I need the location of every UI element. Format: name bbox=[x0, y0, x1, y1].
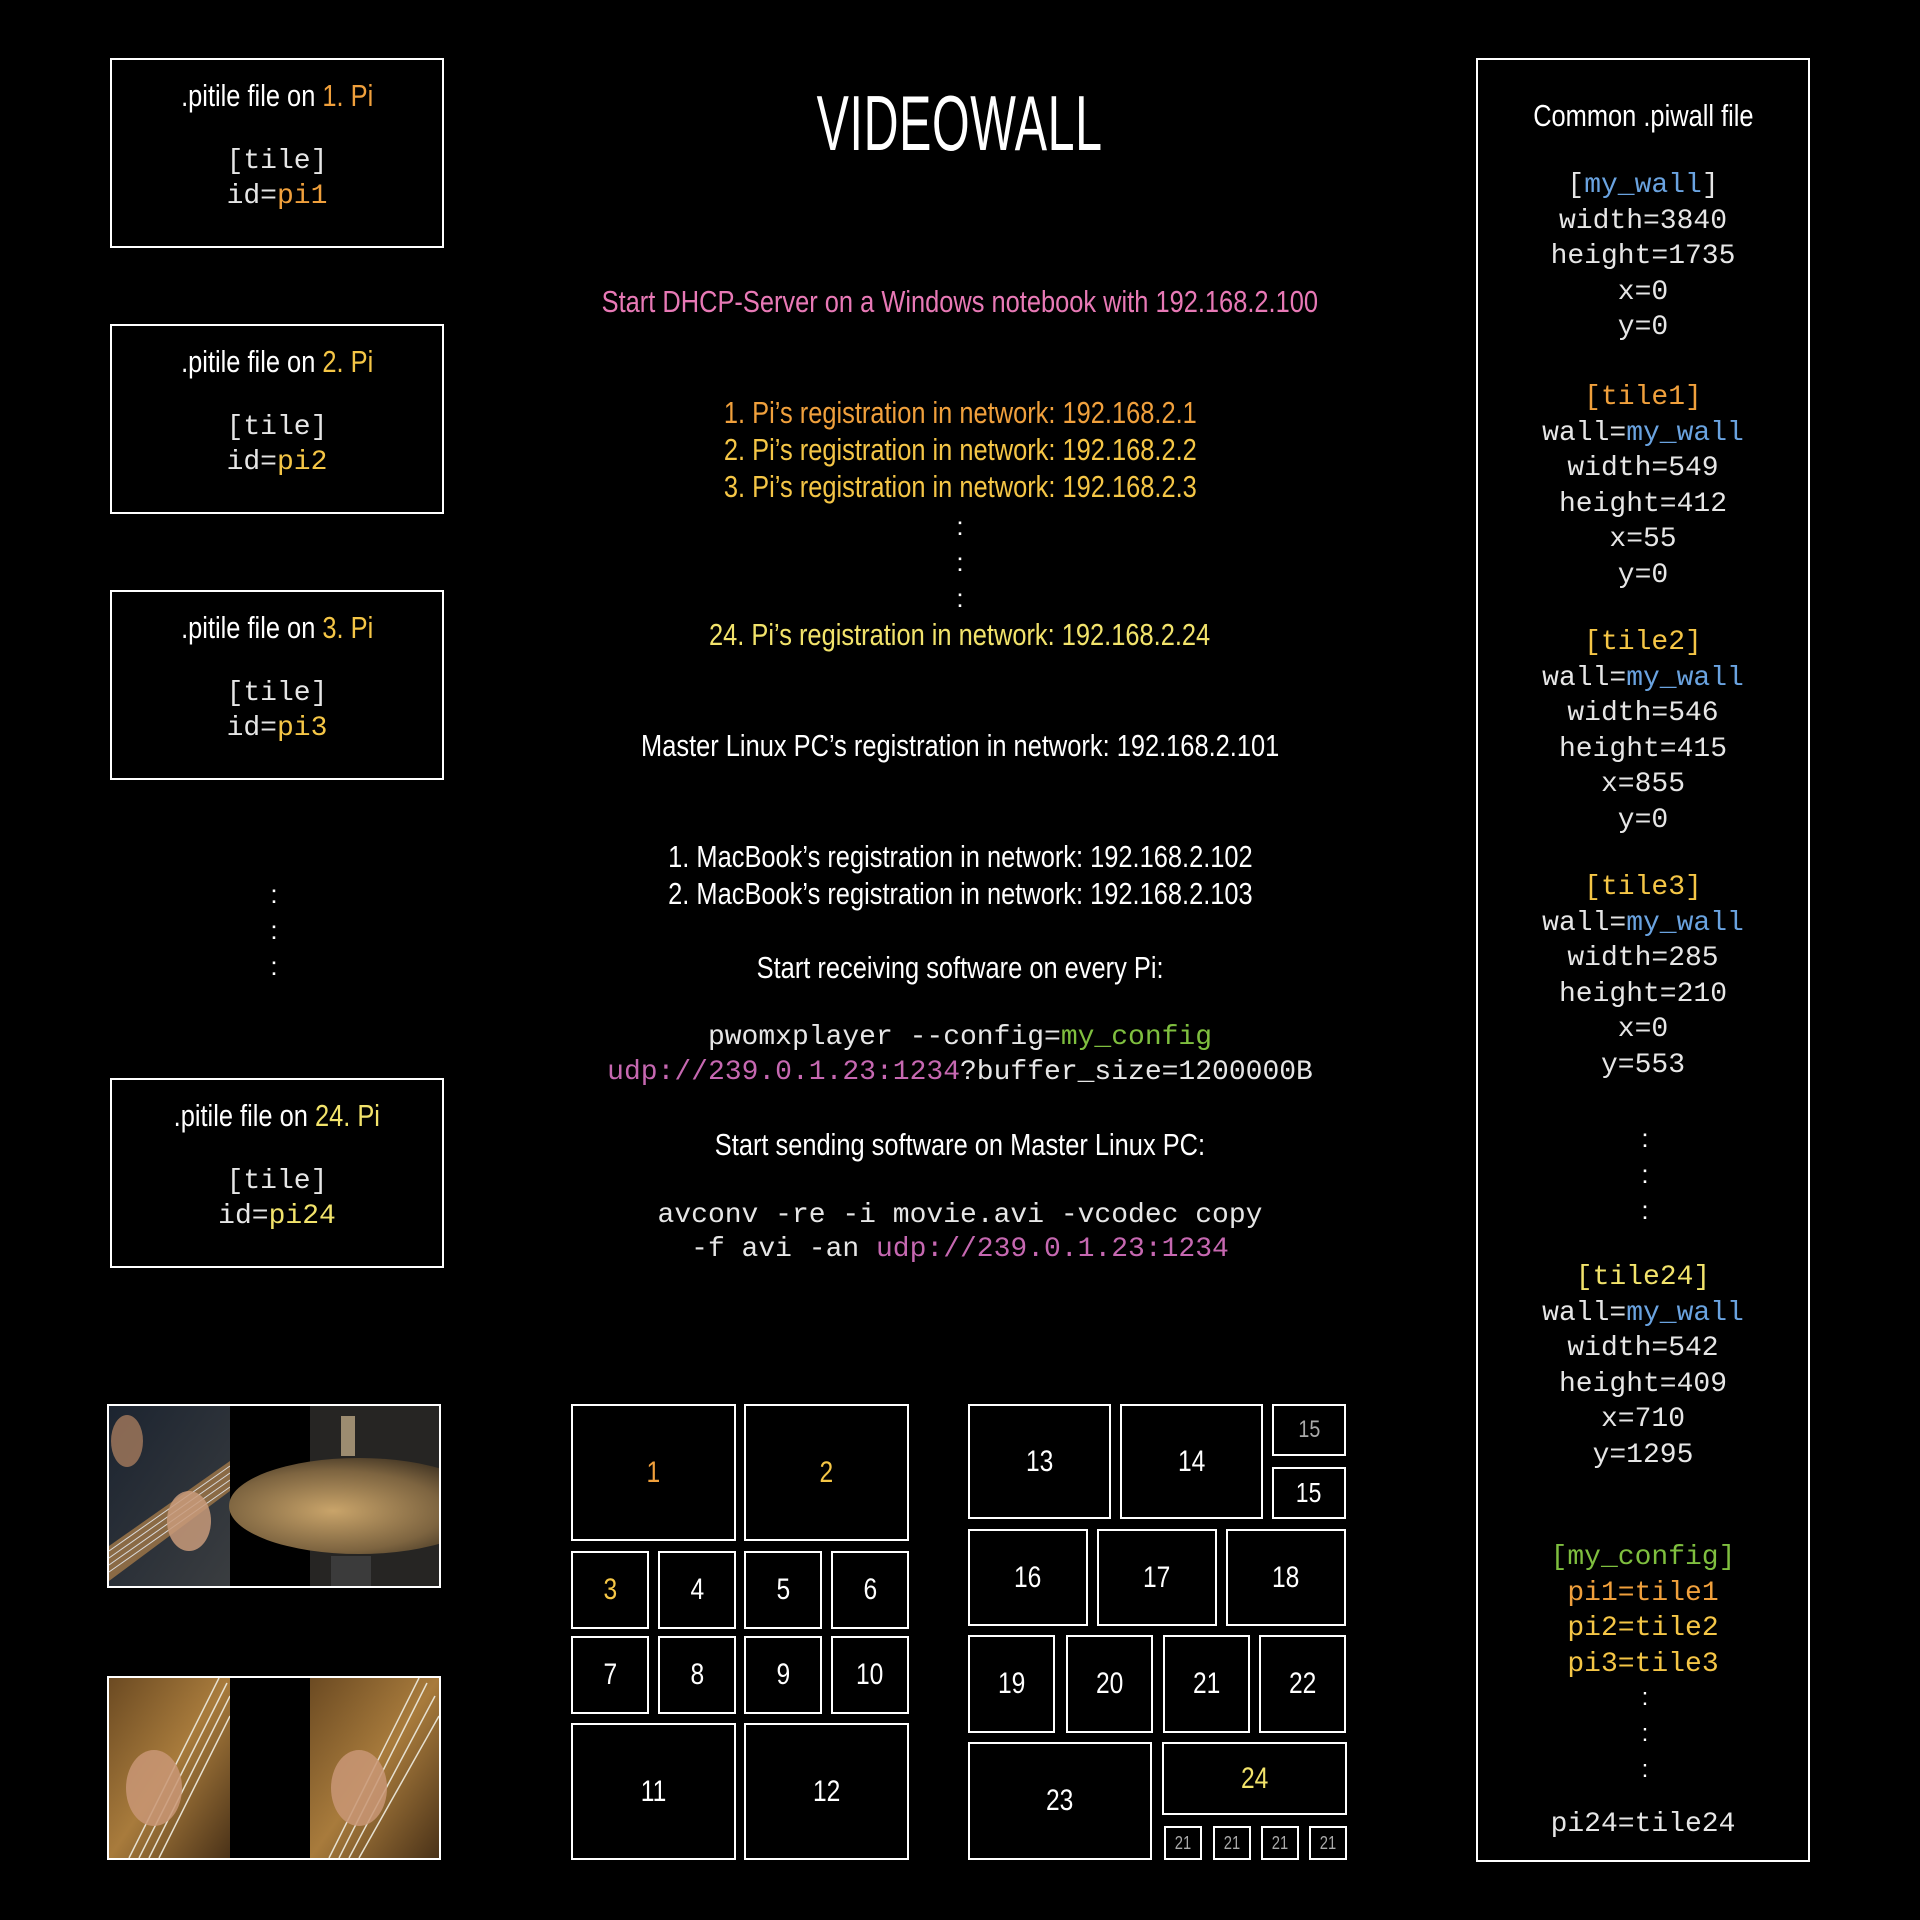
macbook1-registration: 1. MacBook’s registration in network: 192.168.2.102 bbox=[667, 839, 1253, 874]
tile-21-mini-2: 21 bbox=[1213, 1826, 1251, 1860]
piwall-file-box bbox=[1476, 58, 1810, 1862]
tile-5: 5 bbox=[744, 1551, 822, 1629]
tile-22: 22 bbox=[1259, 1635, 1346, 1733]
pitile-box-24: .pitile file on 24. Pi [tile] id=pi24 bbox=[110, 1078, 444, 1268]
pi1-registration: 1. Pi’s registration in network: 192.168.2.1 bbox=[723, 395, 1197, 430]
tile-24: 24 bbox=[1162, 1742, 1347, 1815]
tile-2: 2 bbox=[744, 1404, 909, 1541]
tile-16: 16 bbox=[968, 1529, 1088, 1626]
tile1-section: [tile1] wall=my_wall width=549 height=412 x=55 y=0 bbox=[1542, 382, 1744, 591]
vertical-ellipsis-left: : : : bbox=[270, 879, 278, 981]
tile24-section: [tile24] wall=my_wall width=542 height=409 x=710 y=1295 bbox=[1542, 1262, 1744, 1471]
vertical-ellipsis-tiles: : : : bbox=[1641, 1123, 1649, 1225]
tile-4: 4 bbox=[658, 1551, 736, 1629]
tile2-section: [tile2] wall=my_wall width=546 height=415 x=855 y=0 bbox=[1542, 627, 1744, 836]
tile-21-mini-1: 21 bbox=[1164, 1826, 1202, 1860]
page-title: VIDEOWALL bbox=[817, 79, 1103, 167]
receive-command-line1: pwomxplayer --config=my_config bbox=[707, 1022, 1213, 1053]
send-command-line1: avconv -re -i movie.avi -vcodec copy bbox=[657, 1200, 1263, 1231]
pitile-box-2: .pitile file on 2. Pi [tile] id=pi2 bbox=[110, 324, 444, 514]
tile-8: 8 bbox=[658, 1636, 736, 1714]
tile-14: 14 bbox=[1120, 1404, 1263, 1519]
tile-15: 15 bbox=[1272, 1467, 1346, 1519]
photo-bass-guitars-image bbox=[109, 1678, 439, 1858]
tile-10: 10 bbox=[831, 1636, 909, 1714]
tile-18: 18 bbox=[1226, 1529, 1346, 1626]
tile-11: 11 bbox=[571, 1723, 736, 1860]
pi3-registration: 3. Pi’s registration in network: 192.168.2.3 bbox=[723, 469, 1197, 504]
tile-21-mini-3: 21 bbox=[1261, 1826, 1299, 1860]
tile3-section: [tile3] wall=my_wall width=285 height=210 x=0 y=553 bbox=[1542, 872, 1744, 1081]
photo-guitar-cymbal bbox=[107, 1404, 441, 1588]
tile-6: 6 bbox=[831, 1551, 909, 1629]
receive-command-line2: udp://239.0.1.23:1234?buffer_size=1200000B bbox=[607, 1057, 1313, 1088]
tile-1: 1 bbox=[571, 1404, 736, 1541]
macbook2-registration: 2. MacBook’s registration in network: 192.168.2.103 bbox=[667, 876, 1253, 911]
send-heading: Start sending software on Master Linux PC: bbox=[714, 1127, 1206, 1162]
vertical-ellipsis-middle: : : : bbox=[956, 511, 964, 613]
pitile-box-1: .pitile file on 1. Pi [tile] id=pi1 bbox=[110, 58, 444, 248]
config-section: [my_config] pi1=tile1 pi2=tile2 pi3=tile3 bbox=[1550, 1542, 1736, 1680]
tile-21: 21 bbox=[1163, 1635, 1250, 1733]
tile-19: 19 bbox=[968, 1635, 1055, 1733]
tile-15-small: 15 bbox=[1272, 1404, 1346, 1456]
tile-20: 20 bbox=[1066, 1635, 1153, 1733]
tile-21-mini-4: 21 bbox=[1309, 1826, 1347, 1860]
vertical-ellipsis-config: : : : bbox=[1641, 1684, 1649, 1783]
tile-9: 9 bbox=[744, 1636, 822, 1714]
tile-7: 7 bbox=[571, 1636, 649, 1714]
photo-guitar-cymbal-image bbox=[109, 1406, 439, 1586]
receive-heading: Start receiving software on every Pi: bbox=[756, 950, 1164, 985]
piwall-title: Common .piwall file bbox=[1532, 98, 1754, 133]
photo-bass-guitars bbox=[107, 1676, 441, 1860]
tile-13: 13 bbox=[968, 1404, 1111, 1519]
tile-12: 12 bbox=[744, 1723, 909, 1860]
pitile-box-3: .pitile file on 3. Pi [tile] id=pi3 bbox=[110, 590, 444, 780]
config-pi24: pi24=tile24 bbox=[1550, 1809, 1736, 1840]
pi2-registration: 2. Pi’s registration in network: 192.168.2.2 bbox=[723, 432, 1197, 467]
master-registration: Master Linux PC’s registration in network: 192.168.2.101 bbox=[640, 728, 1280, 763]
dhcp-text: Start DHCP-Server on a Windows notebook with 192.168.2.100 bbox=[601, 284, 1319, 319]
tile-17: 17 bbox=[1097, 1529, 1217, 1626]
wall-section: [my_wall] width=3840 height=1735 x=0 y=0 bbox=[1550, 170, 1736, 343]
tile-23: 23 bbox=[968, 1742, 1152, 1860]
tile-3: 3 bbox=[571, 1551, 649, 1629]
send-command-line2: -f avi -an udp://239.0.1.23:1234 bbox=[691, 1234, 1229, 1265]
pi24-registration: 24. Pi’s registration in network: 192.168.2.24 bbox=[709, 617, 1211, 652]
